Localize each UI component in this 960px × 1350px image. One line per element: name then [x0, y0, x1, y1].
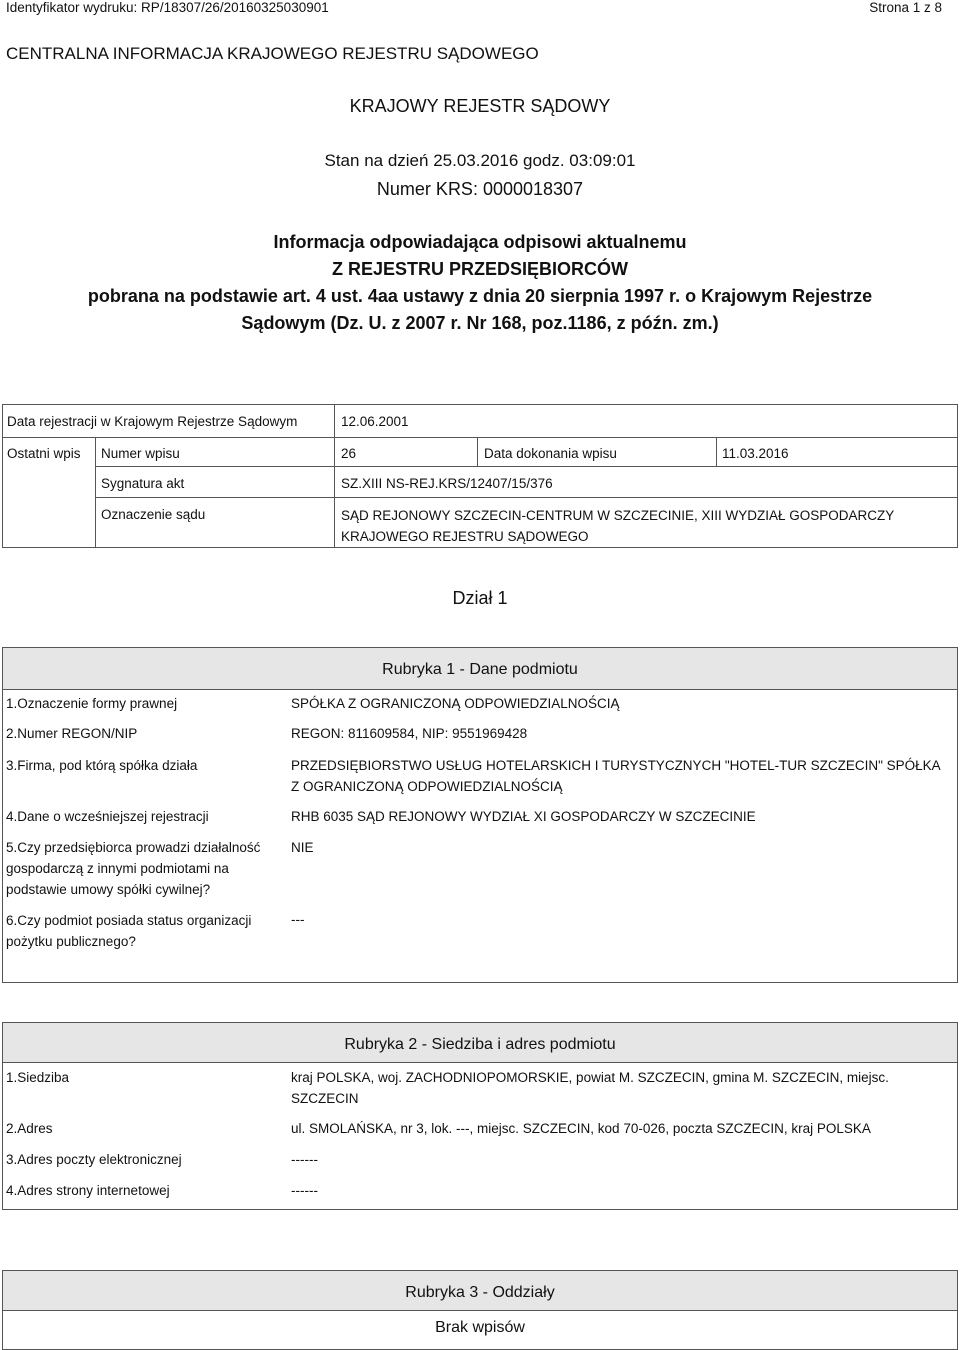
registration-date-value: 12.06.2001 [341, 414, 409, 429]
registry-name: KRAJOWY REJESTR SĄDOWY [349, 96, 611, 116]
table-row-label: 2.Numer REGON/NIP [6, 726, 138, 741]
rubric-1-title: Rubryka 1 - Dane podmiotu [382, 661, 578, 678]
table-row-value: ul. SMOLAŃSKA, nr 3, lok. ---, miejsc. SZCZECIN, kod 70-026, poczta SZCZECIN, kraj POLSKA [291, 1121, 871, 1136]
entry-number-value: 26 [341, 446, 357, 461]
registration-date-label: Data rejestracji w Krajowym Rejestrze Sądowym [7, 414, 298, 429]
page-number: Strona 1 z 8 [869, 0, 942, 15]
table-row-value: --- [291, 912, 305, 927]
table-row-label: 1.Oznaczenie formy prawnej [6, 696, 178, 711]
legal-basis-line-2: Sądowym (Dz. U. z 2007 r. Nr 168, poz.1186, z późn. zm.) [241, 313, 719, 333]
court-value: SĄD REJONOWY SZCZECIN-CENTRUM W SZCZECINIE, XIII WYDZIAŁ GOSPODARCZY KRAJOWEGO REJESTRU SĄDOWEGO [341, 508, 895, 544]
rubric-2-title: Rubryka 2 - Siedziba i adres podmiotu [344, 1036, 616, 1053]
table-row-value: PRZEDSIĘBIORSTWO USŁUG HOTELARSKICH I TURYSTYCZNYCH "HOTEL-TUR SZCZECIN" SPÓŁKA Z OGRANICZONĄ ODPOWIEDZIALNOŚCIĄ [291, 758, 940, 794]
entry-number-label: Numer wpisu [101, 446, 180, 461]
rubric-3-title: Rubryka 3 - Oddziały [405, 1284, 555, 1301]
signature-label: Sygnatura akt [101, 476, 185, 491]
entry-date-label: Data dokonania wpisu [484, 446, 617, 461]
signature-value: SZ.XIII NS-REJ.KRS/12407/15/376 [341, 476, 553, 491]
section-title: Dział 1 [452, 588, 508, 608]
legal-basis-line-1: pobrana na podstawie art. 4 ust. 4aa ustawy z dnia 20 sierpnia 1997 r. o Krajowym Rejestrze [87, 286, 873, 306]
state-date: Stan na dzień 25.03.2016 godz. 03:09:01 [324, 151, 636, 170]
print-identifier: Identyfikator wydruku: RP/18307/26/20160325030901 [6, 0, 329, 15]
table-row-value: RHB 6035 SĄD REJONOWY WYDZIAŁ XI GOSPODARCZY W SZCZECINIE [291, 809, 756, 824]
table-row-value: NIE [291, 840, 314, 855]
table-row-label: 2.Adres [6, 1121, 53, 1136]
table-row-label: 5.Czy przedsiębiorca prowadzi działalność gospodarczą z innymi podmiotami na podstawie umowy spółki cywilnej? [6, 840, 261, 897]
entry-date-value: 11.03.2016 [722, 446, 789, 461]
krs-number: Numer KRS: 0000018307 [376, 179, 584, 199]
table-row-label: 6.Czy podmiot posiada status organizacji pożytku publicznego? [6, 913, 252, 949]
info-line-2: Z REJESTRU PRZEDSIĘBIORCÓW [331, 259, 629, 279]
table-row-value: REGON: 811609584, NIP: 9551969428 [291, 726, 528, 741]
rubric-3-empty: Brak wpisów [435, 1319, 525, 1336]
table-row-value: SPÓŁKA Z OGRANICZONĄ ODPOWIEDZIALNOŚCIĄ [291, 696, 620, 711]
table-row-value: kraj POLSKA, woj. ZACHODNIOPOMORSKIE, powiat M. SZCZECIN, gmina M. SZCZECIN, miejsc. SZCZECIN [291, 1070, 889, 1106]
table-row-label: 4.Adres strony internetowej [6, 1183, 170, 1198]
table-row-label: 4.Dane o wcześniejszej rejestracji [6, 809, 209, 824]
table-row-label: 3.Adres poczty elektronicznej [6, 1152, 182, 1167]
info-line-1: Informacja odpowiadająca odpisowi aktualnemu [273, 232, 687, 252]
table-row-label: 3.Firma, pod którą spółka działa [6, 758, 198, 773]
table-row-value: ------ [291, 1183, 318, 1198]
last-entry-label: Ostatni wpis [7, 446, 81, 461]
table-row-value: ------ [291, 1152, 318, 1167]
court-label: Oznaczenie sądu [101, 507, 206, 522]
table-row-label: 1.Siedziba [6, 1070, 70, 1085]
organization-name: CENTRALNA INFORMACJA KRAJOWEGO REJESTRU SĄDOWEGO [6, 44, 539, 63]
